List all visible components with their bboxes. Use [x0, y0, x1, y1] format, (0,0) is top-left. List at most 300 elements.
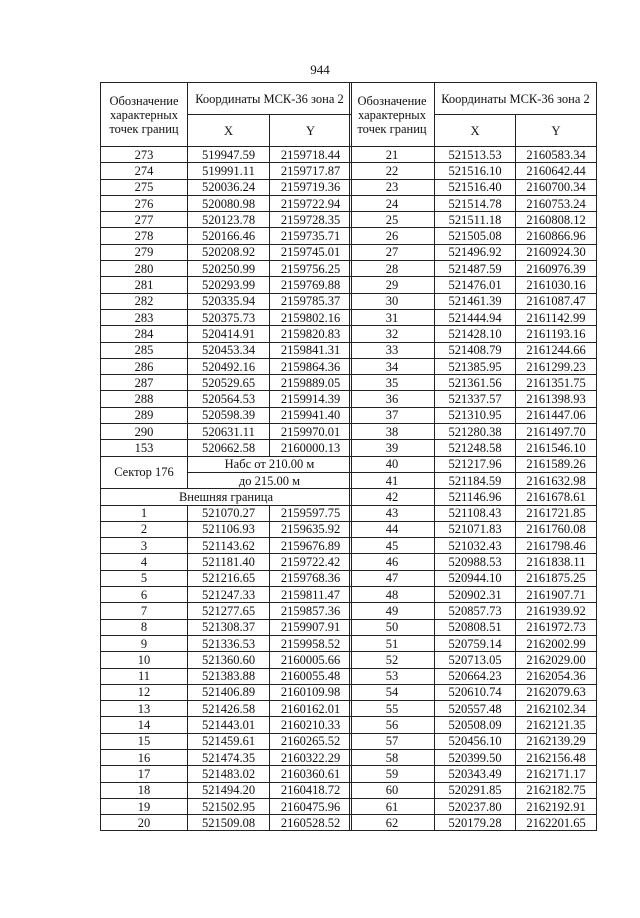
table-row [101, 554, 352, 570]
coord-y: 2161351.75 [516, 375, 597, 391]
table-row [101, 505, 352, 521]
coord-y: 2159728.35 [270, 212, 352, 228]
table-row [350, 326, 597, 342]
coord-y: 2162171.17 [516, 766, 597, 782]
point-number: 282 [101, 293, 188, 309]
table-row [101, 277, 352, 293]
table-row [350, 358, 597, 374]
coord-y: 2161142.99 [516, 309, 597, 325]
point-number: 48 [350, 587, 435, 603]
coord-y: 2162121.35 [516, 717, 597, 733]
table-row [101, 766, 352, 782]
table-row [101, 309, 352, 325]
point-number: 31 [350, 309, 435, 325]
table-row [350, 798, 597, 814]
coord-x: 521277.65 [188, 603, 270, 619]
point-number: 51 [350, 635, 435, 651]
coord-x: 521143.62 [188, 538, 270, 554]
table-row [101, 440, 352, 456]
coord-x: 521308.37 [188, 619, 270, 635]
coord-y: 2159970.01 [270, 424, 352, 440]
table-row [350, 538, 597, 554]
sector-height-to: до 215.00 м [188, 472, 352, 488]
point-number: 286 [101, 358, 188, 374]
coord-y: 2160162.01 [270, 701, 352, 717]
coord-x: 521032.43 [435, 538, 516, 554]
coord-x: 520988.53 [435, 554, 516, 570]
point-number: 13 [101, 701, 188, 717]
table-row [350, 717, 597, 733]
table-row [101, 179, 352, 195]
coord-y: 2159722.42 [270, 554, 352, 570]
table-row [101, 717, 352, 733]
coord-x: 521461.39 [435, 293, 516, 309]
coord-y: 2162139.29 [516, 733, 597, 749]
point-number: 7 [101, 603, 188, 619]
coord-y: 2161087.47 [516, 293, 597, 309]
table-row [101, 652, 352, 668]
coord-x: 521360.60 [188, 652, 270, 668]
table-row [101, 195, 352, 211]
point-number: 275 [101, 179, 188, 195]
coord-x: 520036.24 [188, 179, 270, 195]
table-row [101, 684, 352, 700]
coord-y: 2159785.37 [270, 293, 352, 309]
point-number: 279 [101, 244, 188, 260]
point-number: 3 [101, 538, 188, 554]
point-number: 283 [101, 309, 188, 325]
table-row [350, 391, 597, 407]
table-row [101, 228, 352, 244]
table-row [101, 244, 352, 260]
coord-y: 2159811.47 [270, 587, 352, 603]
table-row [101, 668, 352, 684]
point-number: 11 [101, 668, 188, 684]
coord-x: 521106.93 [188, 521, 270, 537]
point-number: 273 [101, 147, 188, 163]
coord-x: 521337.57 [435, 391, 516, 407]
coord-x: 520713.05 [435, 652, 516, 668]
coord-y: 2161798.46 [516, 538, 597, 554]
point-number: 281 [101, 277, 188, 293]
coord-x: 521361.56 [435, 375, 516, 391]
coord-x: 521476.01 [435, 277, 516, 293]
point-number: 9 [101, 635, 188, 651]
table-row [350, 815, 597, 831]
coord-x: 521496.92 [435, 244, 516, 260]
coord-x: 520564.53 [188, 391, 270, 407]
point-number: 41 [350, 472, 435, 488]
table-row [101, 358, 352, 374]
table-row [101, 261, 352, 277]
coord-x: 520944.10 [435, 570, 516, 586]
coord-x: 520529.65 [188, 375, 270, 391]
point-number: 59 [350, 766, 435, 782]
coord-x: 520453.34 [188, 342, 270, 358]
coord-y: 2161760.08 [516, 521, 597, 537]
point-number: 288 [101, 391, 188, 407]
point-number: 32 [350, 326, 435, 342]
coord-y: 2160475.96 [270, 798, 352, 814]
table-row [350, 375, 597, 391]
table-row [350, 749, 597, 765]
coord-y: 2159756.25 [270, 261, 352, 277]
table-row [350, 489, 597, 505]
table-row [350, 261, 597, 277]
coordinates-table-right [349, 82, 597, 831]
coord-y: 2159769.88 [270, 277, 352, 293]
table-row [101, 342, 352, 358]
header-y: Y [516, 115, 597, 147]
coord-y: 2161497.70 [516, 424, 597, 440]
coord-x: 521310.95 [435, 407, 516, 423]
table-row [350, 587, 597, 603]
coord-x: 520123.78 [188, 212, 270, 228]
table-row [350, 472, 597, 488]
point-number: 17 [101, 766, 188, 782]
point-number: 276 [101, 195, 188, 211]
coord-x: 521502.95 [188, 798, 270, 814]
point-number: 55 [350, 701, 435, 717]
coord-y: 2161398.93 [516, 391, 597, 407]
point-number: 2 [101, 521, 188, 537]
point-number: 45 [350, 538, 435, 554]
coord-x: 520857.73 [435, 603, 516, 619]
point-number: 35 [350, 375, 435, 391]
coord-y: 2160583.34 [516, 147, 597, 163]
coord-x: 520237.80 [435, 798, 516, 814]
table-row [101, 212, 352, 228]
coord-y: 2161299.23 [516, 358, 597, 374]
point-number: 43 [350, 505, 435, 521]
coord-y: 2160109.98 [270, 684, 352, 700]
table-row [350, 147, 597, 163]
page-number: 944 [310, 62, 330, 77]
coord-y: 2160753.24 [516, 195, 597, 211]
coord-y: 2159745.01 [270, 244, 352, 260]
coord-y: 2160642.44 [516, 163, 597, 179]
coord-y: 2159718.44 [270, 147, 352, 163]
table-row [350, 163, 597, 179]
point-number: 18 [101, 782, 188, 798]
coord-x: 521487.59 [435, 261, 516, 277]
table-row [101, 587, 352, 603]
point-number: 33 [350, 342, 435, 358]
table-row [350, 456, 597, 472]
point-number: 289 [101, 407, 188, 423]
coord-x: 520291.85 [435, 782, 516, 798]
coord-y: 2159857.36 [270, 603, 352, 619]
point-number: 38 [350, 424, 435, 440]
coord-x: 520080.98 [188, 195, 270, 211]
coord-y: 2159914.39 [270, 391, 352, 407]
coord-y: 2161939.92 [516, 603, 597, 619]
table-row [350, 635, 597, 651]
header-designation: Обозначение характерных точек границ [350, 83, 435, 147]
coord-x: 520557.48 [435, 701, 516, 717]
coord-x: 520375.73 [188, 309, 270, 325]
coord-x: 519991.11 [188, 163, 270, 179]
coord-y: 2161875.25 [516, 570, 597, 586]
coord-x: 521509.08 [188, 815, 270, 831]
table-row [101, 538, 352, 554]
point-number: 61 [350, 798, 435, 814]
coord-x: 520902.31 [435, 587, 516, 603]
table-row [350, 407, 597, 423]
coord-y: 2162156.48 [516, 749, 597, 765]
point-number: 58 [350, 749, 435, 765]
point-number: 26 [350, 228, 435, 244]
point-number: 27 [350, 244, 435, 260]
point-number: 54 [350, 684, 435, 700]
point-number: 290 [101, 424, 188, 440]
table-row [350, 603, 597, 619]
coord-y: 2161632.98 [516, 472, 597, 488]
coord-y: 2160700.34 [516, 179, 597, 195]
coord-y: 2160808.12 [516, 212, 597, 228]
coordinates-table-left [100, 82, 352, 831]
coord-x: 520664.23 [435, 668, 516, 684]
coord-x: 521280.38 [435, 424, 516, 440]
coord-x: 520759.14 [435, 635, 516, 651]
table-row [101, 782, 352, 798]
coord-x: 521516.10 [435, 163, 516, 179]
table-row [350, 424, 597, 440]
coord-x: 520399.50 [435, 749, 516, 765]
point-number: 21 [350, 147, 435, 163]
point-number: 25 [350, 212, 435, 228]
point-number: 30 [350, 293, 435, 309]
coord-x: 521406.89 [188, 684, 270, 700]
table-row [101, 570, 352, 586]
coord-y: 2159958.52 [270, 635, 352, 651]
coord-x: 521146.96 [435, 489, 516, 505]
coord-x: 521514.78 [435, 195, 516, 211]
table-row [350, 570, 597, 586]
coord-y: 2159889.05 [270, 375, 352, 391]
coord-y: 2160360.61 [270, 766, 352, 782]
point-number: 57 [350, 733, 435, 749]
point-number: 34 [350, 358, 435, 374]
table-row [101, 163, 352, 179]
coord-x: 521459.61 [188, 733, 270, 749]
coord-y: 2161907.71 [516, 587, 597, 603]
coord-y: 2160924.30 [516, 244, 597, 260]
table-row [101, 701, 352, 717]
point-number: 62 [350, 815, 435, 831]
coord-x: 521483.02 [188, 766, 270, 782]
coord-y: 2160210.33 [270, 717, 352, 733]
coord-x: 520662.58 [188, 440, 270, 456]
header-x: X [188, 115, 270, 147]
coord-y: 2161972.73 [516, 619, 597, 635]
point-number: 278 [101, 228, 188, 244]
coord-x: 521247.33 [188, 587, 270, 603]
coord-y: 2160322.29 [270, 749, 352, 765]
coord-y: 2160528.52 [270, 815, 352, 831]
coord-y: 2160000.13 [270, 440, 352, 456]
point-number: 8 [101, 619, 188, 635]
table-row [350, 733, 597, 749]
coord-x: 521474.35 [188, 749, 270, 765]
table-row [101, 798, 352, 814]
coord-x: 520456.10 [435, 733, 516, 749]
table-row [101, 603, 352, 619]
coord-y: 2162182.75 [516, 782, 597, 798]
coord-y: 2162029.00 [516, 652, 597, 668]
coord-y: 2160976.39 [516, 261, 597, 277]
table-row [350, 521, 597, 537]
table-row [350, 195, 597, 211]
point-number: 19 [101, 798, 188, 814]
coord-y: 2161546.10 [516, 440, 597, 456]
point-number: 6 [101, 587, 188, 603]
point-number: 15 [101, 733, 188, 749]
table-row [350, 701, 597, 717]
coord-x: 521443.01 [188, 717, 270, 733]
table-row [350, 505, 597, 521]
coord-y: 2159735.71 [270, 228, 352, 244]
point-number: 37 [350, 407, 435, 423]
point-number: 274 [101, 163, 188, 179]
table-row [101, 375, 352, 391]
point-number: 50 [350, 619, 435, 635]
table-row [101, 733, 352, 749]
coord-y: 2161447.06 [516, 407, 597, 423]
coord-x: 520631.11 [188, 424, 270, 440]
coord-y: 2159597.75 [270, 505, 352, 521]
point-number: 49 [350, 603, 435, 619]
point-number: 56 [350, 717, 435, 733]
coord-x: 520335.94 [188, 293, 270, 309]
coord-x: 519947.59 [188, 147, 270, 163]
header-x: X [435, 115, 516, 147]
coord-x: 520293.99 [188, 277, 270, 293]
coord-y: 2159635.92 [270, 521, 352, 537]
coord-x: 520166.46 [188, 228, 270, 244]
coord-x: 521494.20 [188, 782, 270, 798]
point-number: 47 [350, 570, 435, 586]
table-row [350, 212, 597, 228]
coord-y: 2161030.16 [516, 277, 597, 293]
coord-x: 521505.08 [435, 228, 516, 244]
table-row [350, 684, 597, 700]
point-number: 36 [350, 391, 435, 407]
point-number: 23 [350, 179, 435, 195]
coord-x: 521108.43 [435, 505, 516, 521]
table-row [350, 440, 597, 456]
coord-y: 2159820.83 [270, 326, 352, 342]
table-row [101, 749, 352, 765]
table-row [350, 342, 597, 358]
coord-y: 2162079.63 [516, 684, 597, 700]
coord-x: 520179.28 [435, 815, 516, 831]
point-number: 53 [350, 668, 435, 684]
coord-x: 521184.59 [435, 472, 516, 488]
point-number: 287 [101, 375, 188, 391]
coord-x: 520492.16 [188, 358, 270, 374]
point-number: 284 [101, 326, 188, 342]
point-number: 10 [101, 652, 188, 668]
point-number: 24 [350, 195, 435, 211]
coord-y: 2159717.87 [270, 163, 352, 179]
coord-x: 521408.79 [435, 342, 516, 358]
coord-y: 2159864.36 [270, 358, 352, 374]
point-number: 46 [350, 554, 435, 570]
point-number: 28 [350, 261, 435, 277]
table-row [350, 244, 597, 260]
coord-y: 2161589.26 [516, 456, 597, 472]
coord-y: 2162102.34 [516, 701, 597, 717]
coord-x: 521383.88 [188, 668, 270, 684]
coord-x: 520414.91 [188, 326, 270, 342]
table-row [350, 668, 597, 684]
table-row [101, 407, 352, 423]
coord-x: 521216.65 [188, 570, 270, 586]
point-number: 42 [350, 489, 435, 505]
coord-y: 2161678.61 [516, 489, 597, 505]
point-number: 40 [350, 456, 435, 472]
point-number: 285 [101, 342, 188, 358]
coord-y: 2160055.48 [270, 668, 352, 684]
point-number: 20 [101, 815, 188, 831]
coord-y: 2159802.16 [270, 309, 352, 325]
table-row [350, 766, 597, 782]
coord-y: 2161721.85 [516, 505, 597, 521]
point-number: 22 [350, 163, 435, 179]
coord-x: 521071.83 [435, 521, 516, 537]
coord-y: 2159768.36 [270, 570, 352, 586]
coord-x: 521217.96 [435, 456, 516, 472]
table-row [101, 147, 352, 163]
coord-y: 2162192.91 [516, 798, 597, 814]
point-number: 280 [101, 261, 188, 277]
header-y: Y [270, 115, 352, 147]
table-row [350, 782, 597, 798]
table-row [350, 228, 597, 244]
coord-x: 521070.27 [188, 505, 270, 521]
point-number: 60 [350, 782, 435, 798]
outer-boundary-label: Внешняя граница [101, 489, 352, 505]
coord-y: 2159941.40 [270, 407, 352, 423]
point-number: 29 [350, 277, 435, 293]
coord-y: 2161838.11 [516, 554, 597, 570]
point-number: 16 [101, 749, 188, 765]
coord-y: 2160005.66 [270, 652, 352, 668]
table-row [101, 293, 352, 309]
table-row [101, 326, 352, 342]
table-row [101, 619, 352, 635]
coord-y: 2162201.65 [516, 815, 597, 831]
point-number: 39 [350, 440, 435, 456]
header-coords: Координаты МСК-36 зона 2 [435, 83, 597, 115]
coord-y: 2160265.52 [270, 733, 352, 749]
coord-y: 2159722.94 [270, 195, 352, 211]
table-row [101, 521, 352, 537]
coord-y: 2161193.16 [516, 326, 597, 342]
sector-height-from: Набс от 210.00 м [188, 456, 352, 472]
coord-y: 2159676.89 [270, 538, 352, 554]
coord-x: 520208.92 [188, 244, 270, 260]
coord-y: 2159841.31 [270, 342, 352, 358]
coord-x: 521181.40 [188, 554, 270, 570]
coord-y: 2159719.36 [270, 179, 352, 195]
coord-x: 520808.51 [435, 619, 516, 635]
coord-x: 521444.94 [435, 309, 516, 325]
coord-y: 2160866.96 [516, 228, 597, 244]
table-row [101, 424, 352, 440]
point-number: 277 [101, 212, 188, 228]
